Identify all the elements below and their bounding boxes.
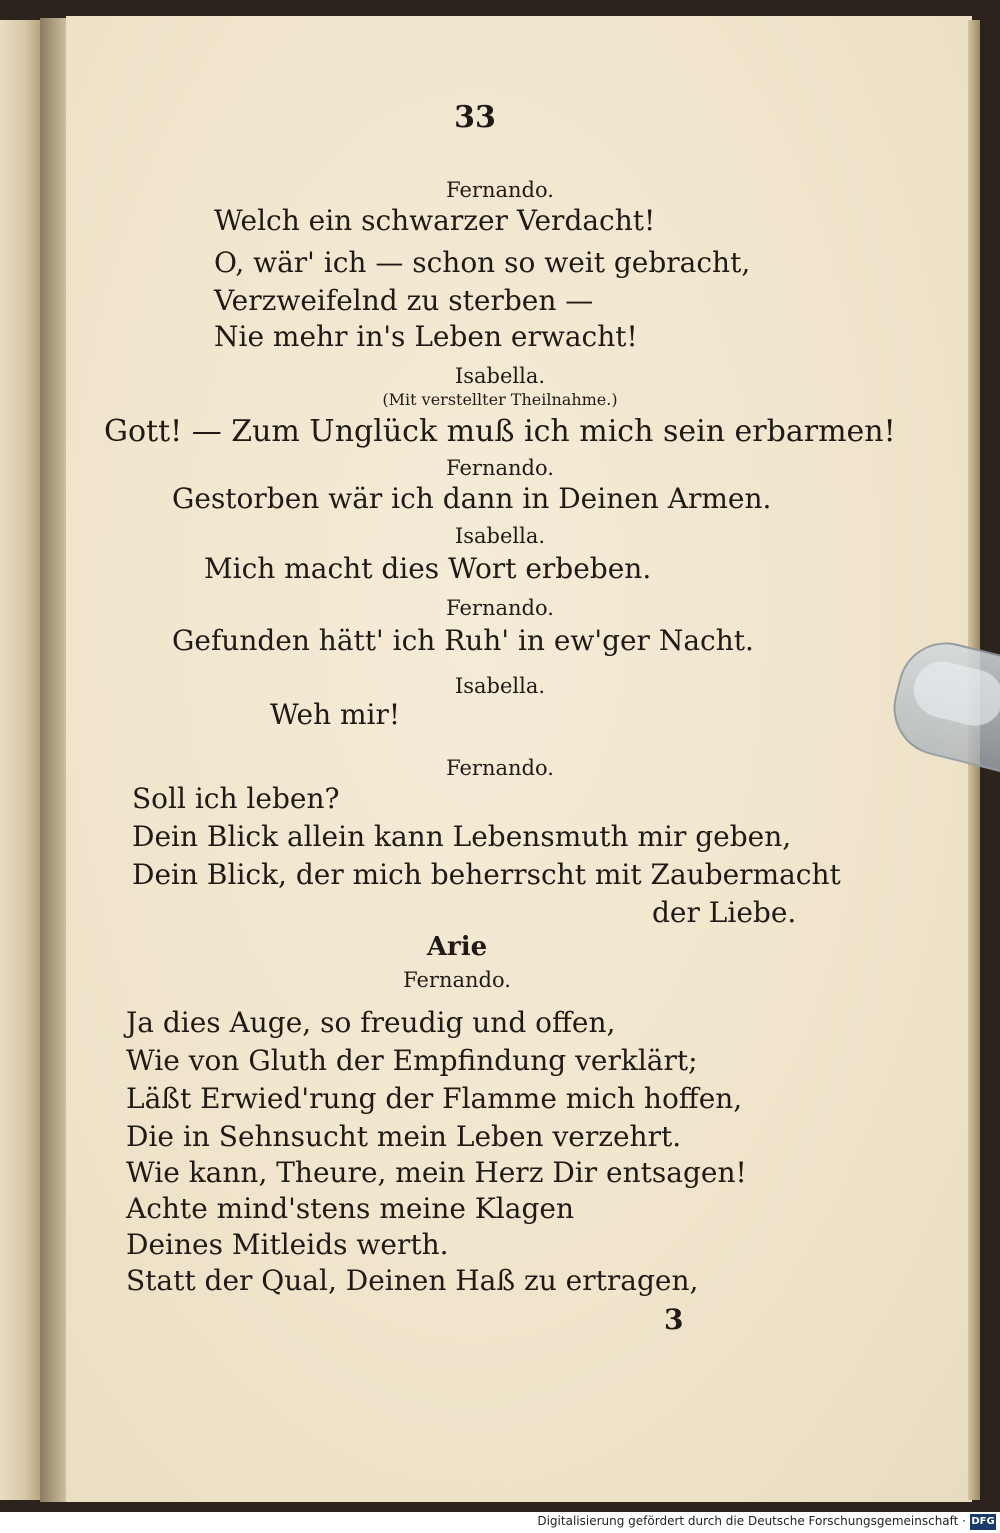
verse-line: Dein Blick allein kann Lebensmuth mir geben, xyxy=(132,820,792,853)
aria-heading: Arie xyxy=(426,932,488,962)
verse-line: Gestorben wär ich dann in Deinen Armen. xyxy=(172,482,772,515)
dfg-logo: DFG xyxy=(970,1514,996,1530)
speaker-fernando: Fernando. xyxy=(446,456,554,480)
speaker-fernando: Fernando. xyxy=(403,968,511,992)
aria-verse: Deines Mitleids werth. xyxy=(126,1228,449,1261)
verse-line: Dein Blick, der mich beherrscht mit Zaubermacht xyxy=(132,858,841,891)
aria-verse: Ja dies Auge, so freudig und offen, xyxy=(126,1006,616,1039)
speaker-isabella: Isabella. xyxy=(454,524,546,548)
verse-line: Soll ich leben? xyxy=(132,782,340,815)
aria-verse: Wie kann, Theure, mein Herz Dir entsagen! xyxy=(126,1156,747,1189)
verse-line: Verzweifelnd zu sterben — xyxy=(214,284,594,317)
verse-line: Weh mir! xyxy=(270,698,401,731)
signature-mark: 3 xyxy=(664,1303,684,1336)
verse-line: der Liebe. xyxy=(652,896,797,929)
speaker-isabella: Isabella. xyxy=(454,674,546,698)
speaker-fernando: Fernando. xyxy=(446,596,554,620)
verse-line: Mich macht dies Wort erbeben. xyxy=(204,552,652,585)
aria-verse: Achte mind'stens meine Klagen xyxy=(126,1192,574,1225)
verse-line: Gott! — Zum Unglück muß ich mich sein erbarmen! xyxy=(104,414,896,449)
speaker-isabella: Isabella. xyxy=(454,364,546,388)
verse-line: Welch ein schwarzer Verdacht! xyxy=(214,204,656,237)
page-number: 33 xyxy=(454,100,496,135)
aria-verse: Wie von Gluth der Empfindung verklärt; xyxy=(126,1044,698,1077)
verse-line: O, wär' ich — schon so weit gebracht, xyxy=(214,246,751,279)
funding-credit: Digitalisierung gefördert durch die Deutsche Forschungsgemeinschaft · xyxy=(537,1514,966,1528)
stage-direction: (Mit verstellter Theilnahme.) xyxy=(382,390,618,409)
aria-verse: Läßt Erwied'rung der Flamme mich hoffen, xyxy=(126,1082,743,1115)
verse-line: Nie mehr in's Leben erwacht! xyxy=(214,320,638,353)
speaker-fernando: Fernando. xyxy=(446,178,554,202)
aria-verse: Statt der Qual, Deinen Haß zu ertragen, xyxy=(126,1264,699,1297)
speaker-fernando: Fernando. xyxy=(446,756,554,780)
aria-verse: Die in Sehnsucht mein Leben verzehrt. xyxy=(126,1120,682,1153)
footer-bar xyxy=(0,1512,1000,1533)
verse-line: Gefunden hätt' ich Ruh' in ew'ger Nacht. xyxy=(172,624,754,657)
